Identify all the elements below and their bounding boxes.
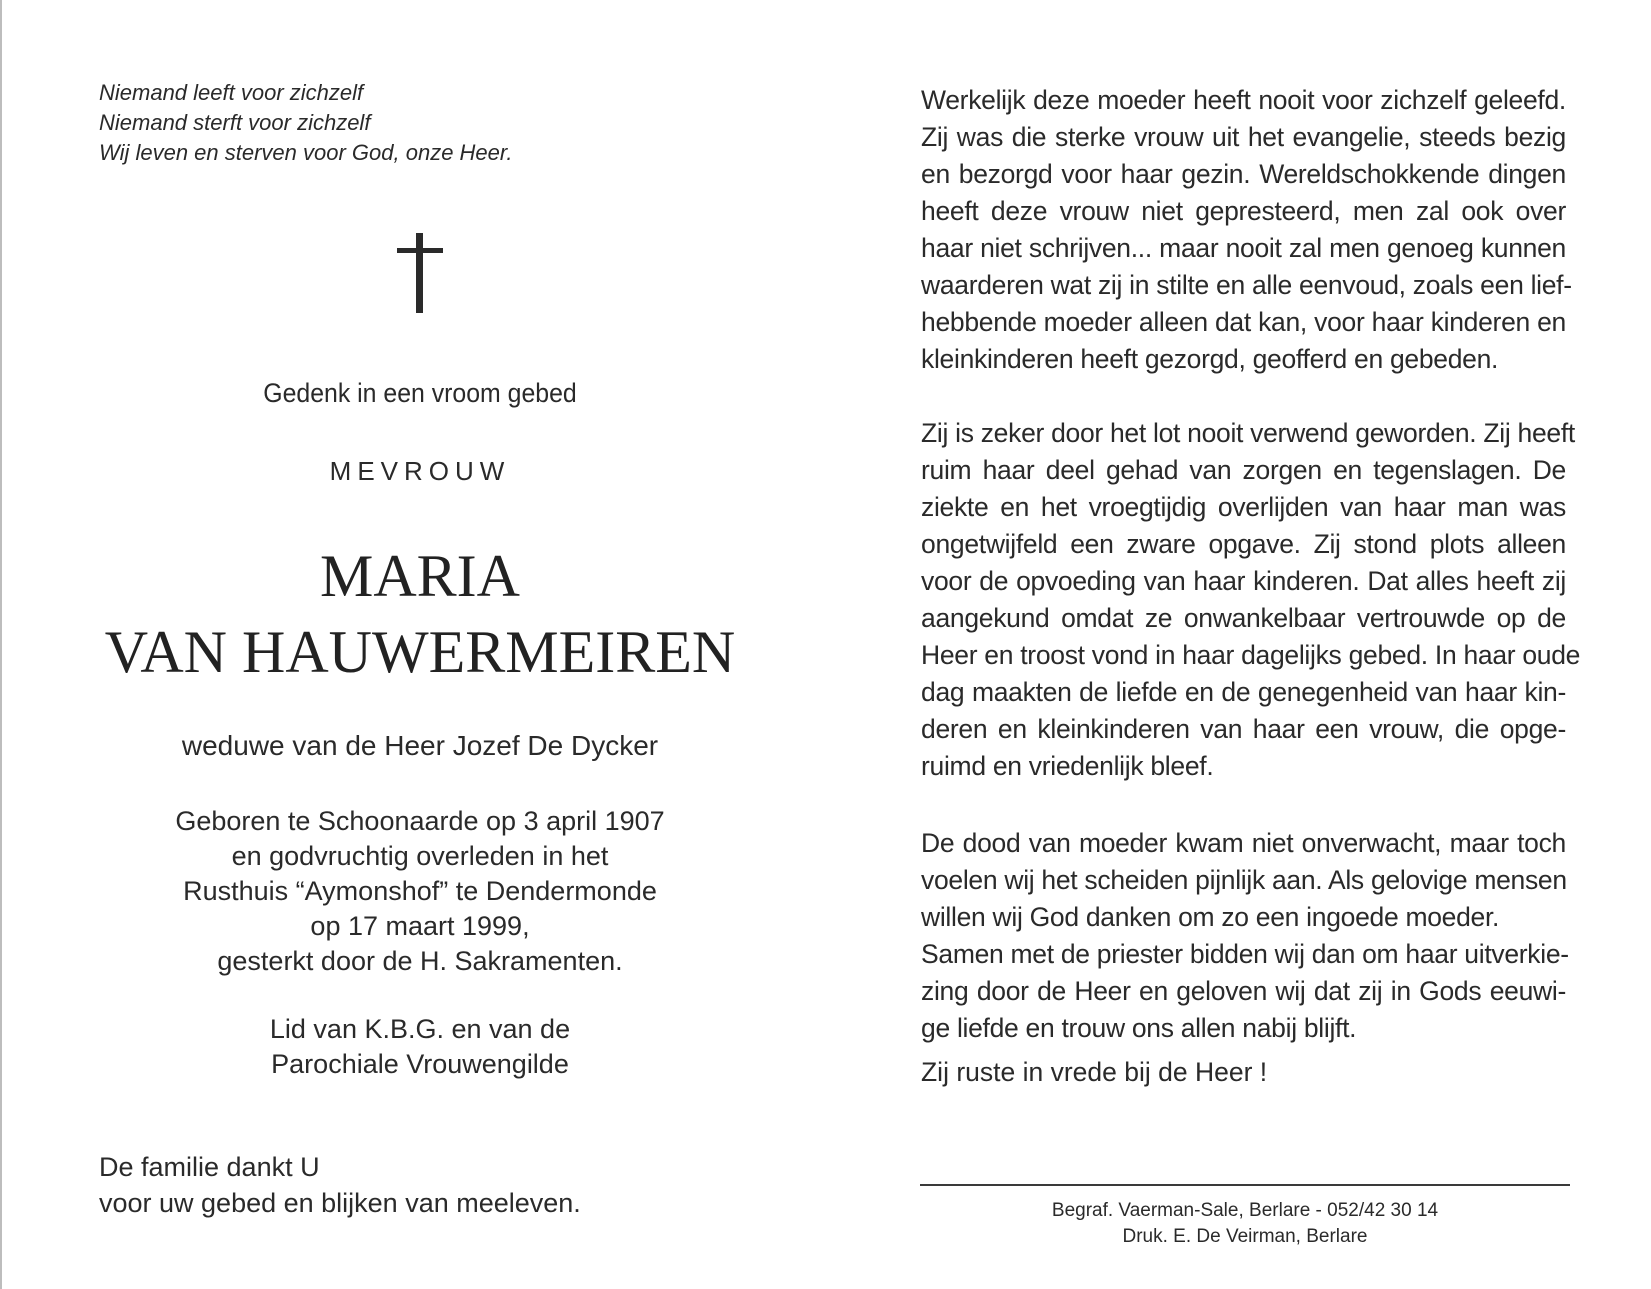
- paragraph-1: [921, 82, 1572, 378]
- birth-death-line: op 17 maart 1999,: [310, 911, 530, 941]
- title-mevrouw: MEVROUW: [329, 456, 511, 486]
- latin-cross-icon: [397, 233, 443, 313]
- text-line: Zij was die sterke vrouw uit het evangelie, steeds bezig: [921, 122, 1566, 152]
- text-line: Zij is zeker door het lot nooit verwend geworden. Zij heeft: [921, 418, 1575, 448]
- left-panel: [0, 0, 820, 1289]
- text-line: voelen wij het scheiden pijnlijk aan. Als gelovige mensen: [921, 865, 1567, 895]
- text-line: en bezorgd voor haar gezin. Wereldschokkende dingen: [921, 159, 1566, 189]
- deceased-first-name: MARIA: [319, 543, 520, 609]
- text-line: ge liefde en trouw ons allen nabij blijft.: [921, 1013, 1357, 1043]
- motto-line: Niemand leeft voor zichzelf: [99, 80, 364, 105]
- text-line: waarderen wat zij in stilte en alle eenvoud, zoals een lief-: [921, 270, 1572, 300]
- text-line: haar niet schrijven... maar nooit zal men genoeg kunnen: [921, 233, 1566, 263]
- printer-line: Begraf. Vaerman-Sale, Berlare - 052/42 30 14: [1051, 1200, 1439, 1221]
- gedenk-line: Gedenk in een vroom gebed: [263, 378, 577, 408]
- text-line: ruim haar deel gehad van zorgen en tegenslagen. De: [921, 455, 1566, 485]
- text-line: ruimd en vriedenlijk bleef.: [921, 751, 1214, 781]
- paragraph-2: [921, 415, 1581, 785]
- text-line: willen wij God danken om zo een ingoede moeder.: [921, 902, 1500, 932]
- membership-line: Parochiale Vrouwengilde: [271, 1049, 569, 1079]
- membership-block: [60, 1012, 780, 1082]
- text-line: ziekte en het vroegtijdig overlijden van haar man was: [921, 492, 1566, 522]
- thanks-line: voor uw gebed en blijken van meeleven.: [99, 1188, 581, 1218]
- motto: [99, 78, 513, 168]
- birth-death-line: Geboren te Schoonaarde op 3 april 1907: [175, 806, 665, 836]
- text-line: Samen met de priester bidden wij dan om haar uitverkie-: [921, 939, 1569, 969]
- birth-death-line: gesterkt door de H. Sakramenten.: [217, 946, 623, 976]
- text-line: hebbende moeder alleen dat kan, voor haar kinderen en: [921, 307, 1566, 337]
- motto-line: Wij leven en sterven voor God, onze Heer.: [99, 140, 513, 165]
- text-line: heeft deze vrouw niet gepresteerd, men zal ook over: [921, 196, 1566, 226]
- divider: [920, 1184, 1570, 1186]
- text-line: zing door de Heer en geloven wij dat zij in Gods eeuwi-: [921, 976, 1566, 1006]
- printer-credits: [920, 1198, 1570, 1250]
- deceased-last-name: VAN HAUWERMEIREN: [104, 619, 736, 685]
- paragraph-3: [921, 825, 1569, 1047]
- text-line: ongetwijfeld een zware opgave. Zij stond plots alleen: [921, 529, 1566, 559]
- thanks-line: De familie dankt U: [99, 1152, 320, 1182]
- birth-death-block: [60, 804, 780, 979]
- printer-line: Druk. E. De Veirman, Berlare: [1122, 1226, 1368, 1247]
- motto-line: Niemand sterft voor zichzelf: [99, 110, 371, 135]
- text-line: Heer en troost vond in haar dagelijks gebed. In haar oude: [921, 640, 1581, 670]
- text-line: dag maakten de liefde en de genegenheid van haar kin-: [921, 677, 1566, 707]
- membership-line: Lid van K.B.G. en van de: [269, 1014, 571, 1044]
- closing-line: Zij ruste in vrede bij de Heer !: [921, 1057, 1268, 1087]
- birth-death-line: Rusthuis “Aymonshof” te Dendermonde: [183, 876, 657, 906]
- text-line: Werkelijk deze moeder heeft nooit voor zichzelf geleefd.: [921, 85, 1566, 115]
- text-line: aangekund omdat ze onwankelbaar vertrouwde op de: [921, 603, 1566, 633]
- text-line: deren en kleinkinderen van haar een vrouw, die opge-: [921, 714, 1566, 744]
- family-thanks: [99, 1149, 581, 1221]
- text-line: De dood van moeder kwam niet onverwacht, maar toch: [921, 828, 1566, 858]
- text-line: kleinkinderen heeft gezorgd, geofferd en gebeden.: [921, 344, 1499, 374]
- birth-death-line: en godvruchtig overleden in het: [231, 841, 609, 871]
- text-line: voor de opvoeding van haar kinderen. Dat alles heeft zij: [921, 566, 1566, 596]
- spouse-line: weduwe van de Heer Jozef De Dycker: [181, 730, 659, 761]
